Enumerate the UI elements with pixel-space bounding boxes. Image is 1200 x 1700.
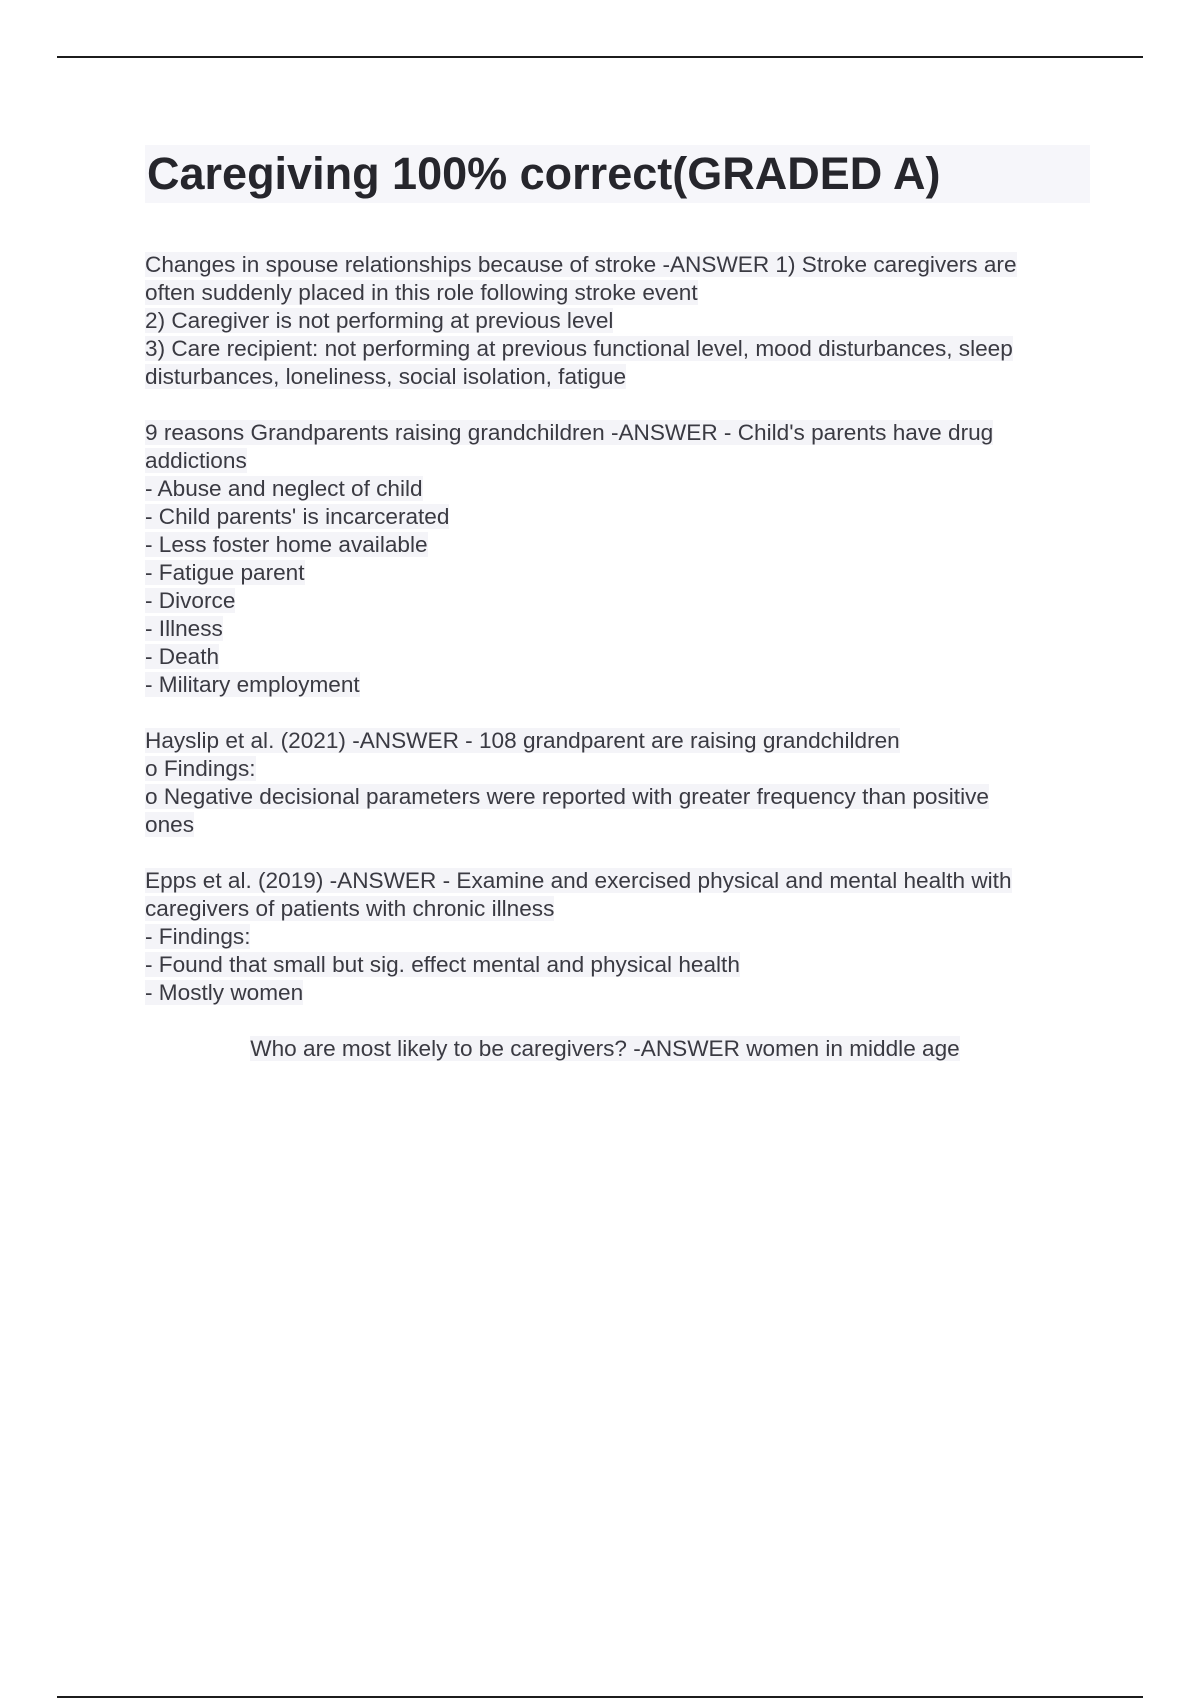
list-item: - Mostly women (145, 980, 304, 1005)
text-line: Who are most likely to be caregivers? -ANSWER women in middle age (250, 1036, 960, 1061)
list-item: - Findings: (145, 924, 251, 949)
qa-entry-spouse-relationships (145, 251, 1090, 391)
qa-entry-most-likely-caregivers (120, 1035, 1090, 1063)
text-line: o Findings: (145, 756, 256, 781)
list-item: - Military employment (145, 672, 360, 697)
document-body (145, 251, 1090, 1063)
text-line: often suddenly placed in this role following stroke event (145, 280, 698, 305)
text-line: addictions (145, 448, 247, 473)
top-rule (57, 56, 1143, 58)
text-line: Epps et al. (2019) -ANSWER - Examine and exercised physical and mental health with (145, 868, 1012, 893)
bottom-rule (57, 1696, 1143, 1698)
text-line: 9 reasons Grandparents raising grandchildren -ANSWER - Child's parents have drug (145, 420, 994, 445)
text-line: ones (145, 812, 194, 837)
document-content (145, 145, 1090, 1091)
list-item: - Fatigue parent (145, 560, 305, 585)
document-title: Caregiving 100% correct(GRADED A) (145, 145, 1090, 203)
text-line: 2) Caregiver is not performing at previous level (145, 308, 614, 333)
list-item: - Less foster home available (145, 532, 428, 557)
text-line: 3) Care recipient: not performing at previous functional level, mood disturbances, sleep (145, 336, 1013, 361)
list-item: - Child parents' is incarcerated (145, 504, 450, 529)
list-item: - Abuse and neglect of child (145, 476, 423, 501)
list-item: - Illness (145, 616, 223, 641)
text-line: caregivers of patients with chronic illness (145, 896, 555, 921)
text-line: Hayslip et al. (2021) -ANSWER - 108 grandparent are raising grandchildren (145, 728, 900, 753)
qa-entry-grandparents-reasons (145, 419, 1090, 699)
text-line: o Negative decisional parameters were reported with greater frequency than positive (145, 784, 989, 809)
qa-entry-epps (145, 867, 1090, 1007)
list-item: - Found that small but sig. effect mental and physical health (145, 952, 740, 977)
text-line: Changes in spouse relationships because of stroke -ANSWER 1) Stroke caregivers are (145, 252, 1017, 277)
list-item: - Divorce (145, 588, 236, 613)
list-item: - Death (145, 644, 220, 669)
qa-entry-hayslip (145, 727, 1090, 839)
text-line: disturbances, loneliness, social isolation, fatigue (145, 364, 627, 389)
